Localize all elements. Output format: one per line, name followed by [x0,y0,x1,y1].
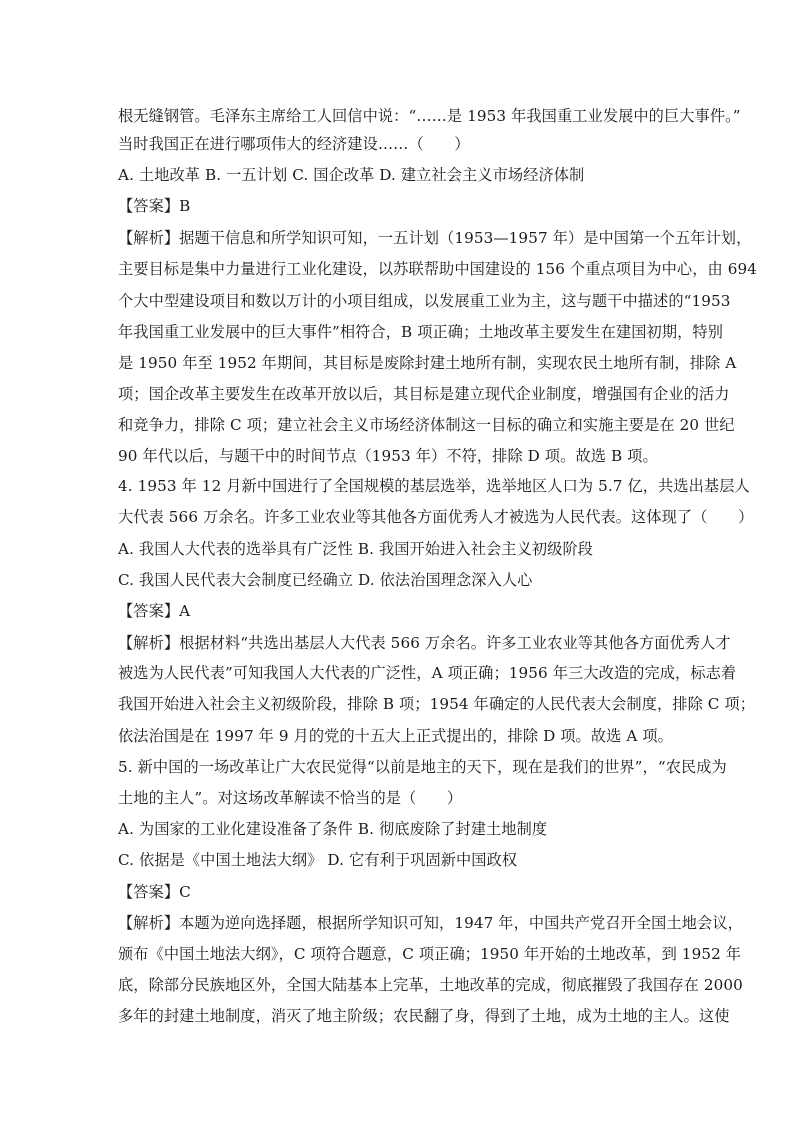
question-options: A. 我国人大代表的选举具有广泛性 B. 我国开始进入社会主义初级阶段 [118,540,594,558]
analysis-line: 我国开始进入社会主义初级阶段，排除 B 项；1954 年确定的人民代表大会制度，排除 C 项； [118,695,756,713]
analysis-line: 个大中型建设项目和数以万计的小项目组成，以发展重工业为主，这与题干中描述的“1953 [118,292,731,310]
answer-label: 【答案】B [118,197,191,215]
analysis-line: 90 年代以后，与题干中的时间节点（1953 年）不符，排除 D 项。故选 B 项。 [118,447,658,465]
analysis-line: 【解析】据题干信息和所学知识可知，一五计划（1953—1957 年）是中国第一个五年计划， [118,229,752,247]
question-options: A. 为国家的工业化建设准备了条件 B. 彻底废除了封建土地制度 [118,820,548,838]
analysis-line: 主要目标是集中力量进行工业化建设，以苏联帮助中国建设的 156 个重点项目为中心，由 694 [118,260,757,278]
question-5: 土地的主人”。对这场改革解读不恰当的是（ ） [118,789,463,807]
question-options: A. 土地改革 B. 一五计划 C. 国企改革 D. 建立社会主义市场经济体制 [118,166,585,184]
question-options: C. 依据是《中国土地法大纲》 D. 它有利于巩固新中国政权 [118,851,518,869]
analysis-line: 颁布《中国土地法大纲》，C 项符合题意，C 项正确；1950 年开始的土地改革，到 1952 年 [118,945,742,963]
analysis-line: 和竞争力，排除 C 项；建立社会主义市场经济体制这一目标的确立和实施主要是在 20 世纪 [118,416,735,434]
analysis-line: 年我国重工业发展中的巨大事件”相符合，B 项正确；土地改革主要发生在建国初期，特别 [118,323,723,341]
question-options: C. 我国人民代表大会制度已经确立 D. 依法治国理念深入人心 [118,571,533,589]
text-line: 当时我国正在进行哪项伟大的经济建设……（ ） [118,135,470,153]
analysis-line: 依法治国是在 1997 年 9 月的党的十五大上正式提出的，排除 D 项。故选 A 项。 [118,727,673,745]
analysis-line: 多年的封建土地制度，消灭了地主阶级；农民翻了身，得到了土地，成为土地的主人。这使 [118,1007,730,1025]
question-5: 5. 新中国的一场改革让广大农民觉得“以前是地主的天下，现在是我们的世界”，“农民成为 [118,758,727,776]
analysis-line: 项；国企改革主要发生在改革开放以后，其目标是建立现代企业制度，增强国有企业的活力 [118,385,730,403]
analysis-line: 【解析】根据材料“共选出基层人大代表 566 万余名。许多工业农业等其他各方面优秀人才 [118,634,731,652]
analysis-line: 是 1950 年至 1952 年期间，其目标是废除封建土地所有制，实现农民土地所有制，排除 A [118,354,737,372]
question-4: 大代表 566 万余名。许多工业农业等其他各方面优秀人才被选为人民代表。这体现了（ ） [118,508,754,526]
analysis-line: 底，除部分民族地区外，全国大陆基本上完革，土地改革的完成，彻底摧毁了我国存在 2000 [118,976,743,994]
text-line: 根无缝钢管。毛泽东主席给工人回信中说：“……是 1953 年我国重工业发展中的巨大事件。” [118,107,741,125]
question-4: 4. 1953 年 12 月新中国进行了全国规模的基层选举，选举地区人口为 5.7 亿，共选出基层人 [118,477,750,495]
analysis-line: 【解析】本题为逆向选择题，根据所学知识可知，1947 年，中国共产党召开全国土地会议， [118,914,743,932]
answer-label: 【答案】C [118,883,191,901]
answer-label: 【答案】A [118,602,191,620]
analysis-line: 被选为人民代表”可知我国人大代表的广泛性，A 项正确；1956 年三大改造的完成，标志着 [118,664,737,682]
